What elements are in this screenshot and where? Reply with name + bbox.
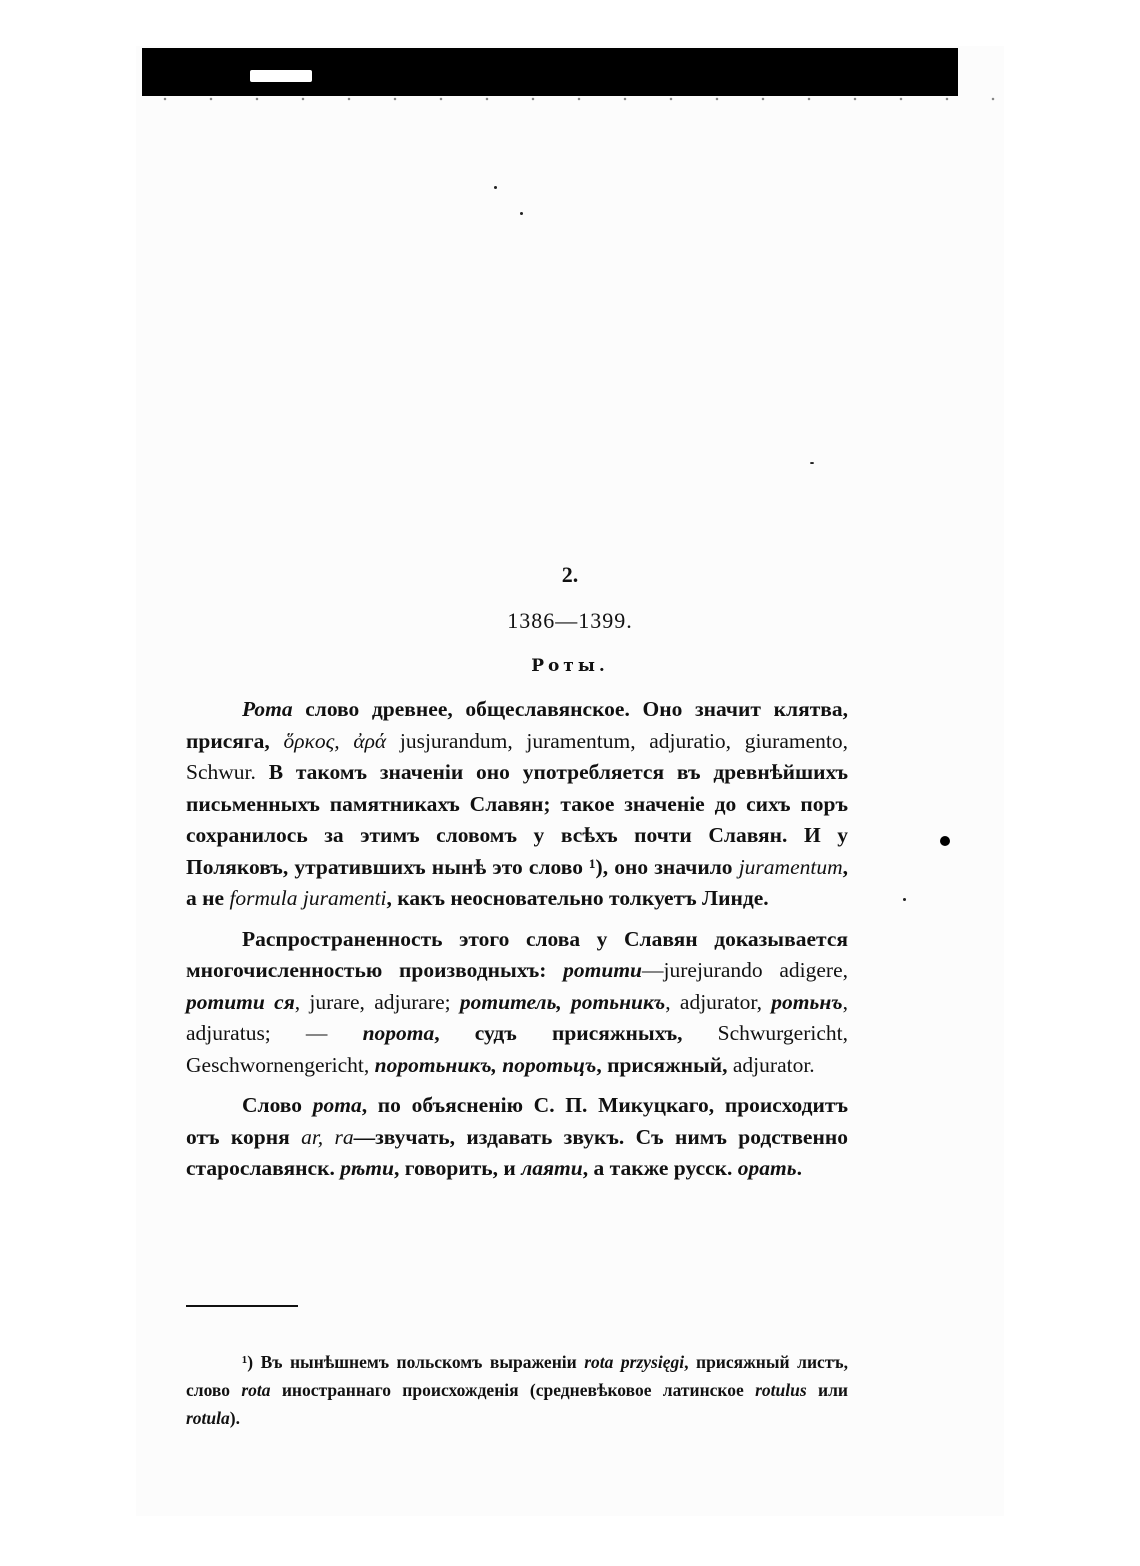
- text-segment: орать: [737, 1156, 797, 1180]
- text-segment: rotulus: [755, 1379, 807, 1400]
- text-segment: ).: [229, 1407, 240, 1428]
- footnote-rule: [186, 1305, 298, 1307]
- text-segment: rotula: [186, 1407, 230, 1428]
- text-segment: ὅρκος, ἀρά: [283, 728, 387, 753]
- text-segment: рота: [312, 1093, 362, 1117]
- text-segment: , adjuratus; —: [186, 989, 848, 1045]
- paragraph: [186, 924, 848, 1082]
- text-segment: , какъ неосновательно толкуетъ Линде.: [386, 886, 769, 910]
- text-segment: лаяти: [521, 1156, 583, 1180]
- text-segment: ar, ra: [301, 1124, 354, 1149]
- paragraph: [186, 1090, 848, 1185]
- text-segment: иностраннаго происхожденія (средневѣковое латинское: [270, 1379, 756, 1400]
- margin-dot: [940, 836, 950, 846]
- text-segment: поротьникъ, поротьцъ: [374, 1052, 597, 1077]
- text-segment: , говорить, и: [394, 1156, 522, 1180]
- scan-artifact-line: [142, 96, 1002, 102]
- text-segment: слово древнее, общеславянское. Оно значит клятва, присяга,: [186, 697, 848, 753]
- text-segment: rota przysięgi: [584, 1351, 685, 1372]
- text-segment: , а не: [186, 854, 848, 910]
- text-segment: juramentum: [738, 854, 843, 879]
- text-segment: jusjurandum, juramentum, adjuratio, giuramento, Schwur.: [186, 728, 848, 784]
- chapter-number: 2.: [561, 562, 579, 587]
- text-segment: Слово: [242, 1093, 313, 1117]
- text-segment: ротитель, ротьникъ: [459, 989, 666, 1014]
- text-segment: , adjurator,: [665, 989, 772, 1014]
- text-segment: Распространенность этого слова у Славян доказывается многочисленностью производныхъ:: [186, 926, 848, 982]
- section-heading: Роты.: [531, 656, 609, 676]
- redaction-gap: [250, 70, 312, 82]
- text-segment: рѣти: [340, 1156, 394, 1180]
- text-segment: —jurejurando adigere,: [642, 958, 848, 982]
- text-segment: , присяжный листъ, слово: [186, 1351, 848, 1400]
- text-segment: rota: [241, 1379, 271, 1400]
- scan-speck: [903, 898, 906, 901]
- scan-speck: [494, 186, 497, 189]
- year-range: 1386—1399.: [507, 608, 633, 633]
- text-segment: ротити ся: [186, 989, 295, 1014]
- text-segment: —звучать, издавать звукъ. Съ нимъ родственно старославянск.: [186, 1124, 848, 1180]
- paragraph: [186, 694, 848, 915]
- text-segment: .: [796, 1156, 802, 1180]
- scan-speck: [520, 212, 523, 215]
- text-segment: adjurator.: [732, 1052, 815, 1077]
- text-segment: , jurare, adjurare;: [294, 989, 460, 1014]
- text-segment: formula juramenti: [229, 886, 387, 910]
- text-segment: ротьнъ: [771, 989, 843, 1014]
- text-segment: , по объясненію С. П. Микуцкаго, происходитъ отъ корня: [186, 1093, 848, 1149]
- text-segment: , а также русск.: [582, 1156, 738, 1180]
- footnote: [186, 1348, 848, 1432]
- text-segment: ¹) Въ нынѣшнемъ польскомъ выраженіи: [242, 1351, 585, 1372]
- text-segment: или: [806, 1379, 848, 1400]
- text-segment: Рота: [242, 697, 293, 721]
- body-text: [186, 694, 848, 1194]
- text-segment: Schwurgericht, Geschwornengericht,: [186, 1021, 848, 1077]
- text-segment: В такомъ значеніи оно употребляется въ древнѣйшихъ письменныхъ памятникахъ Славян; такое значеніе до сихъ поръ сохранилось за этимъ словомъ у всѣхъ почти Славян. И у Поляковъ, утратившихъ нынѣ это слово ¹), оно значило: [186, 760, 849, 879]
- text-segment: порота: [362, 1021, 435, 1045]
- scan-speck: [810, 462, 814, 464]
- text-segment: , судъ присяжныхъ,: [434, 1021, 718, 1045]
- text-segment: , присяжный,: [596, 1052, 733, 1077]
- text-segment: ротити: [563, 958, 643, 982]
